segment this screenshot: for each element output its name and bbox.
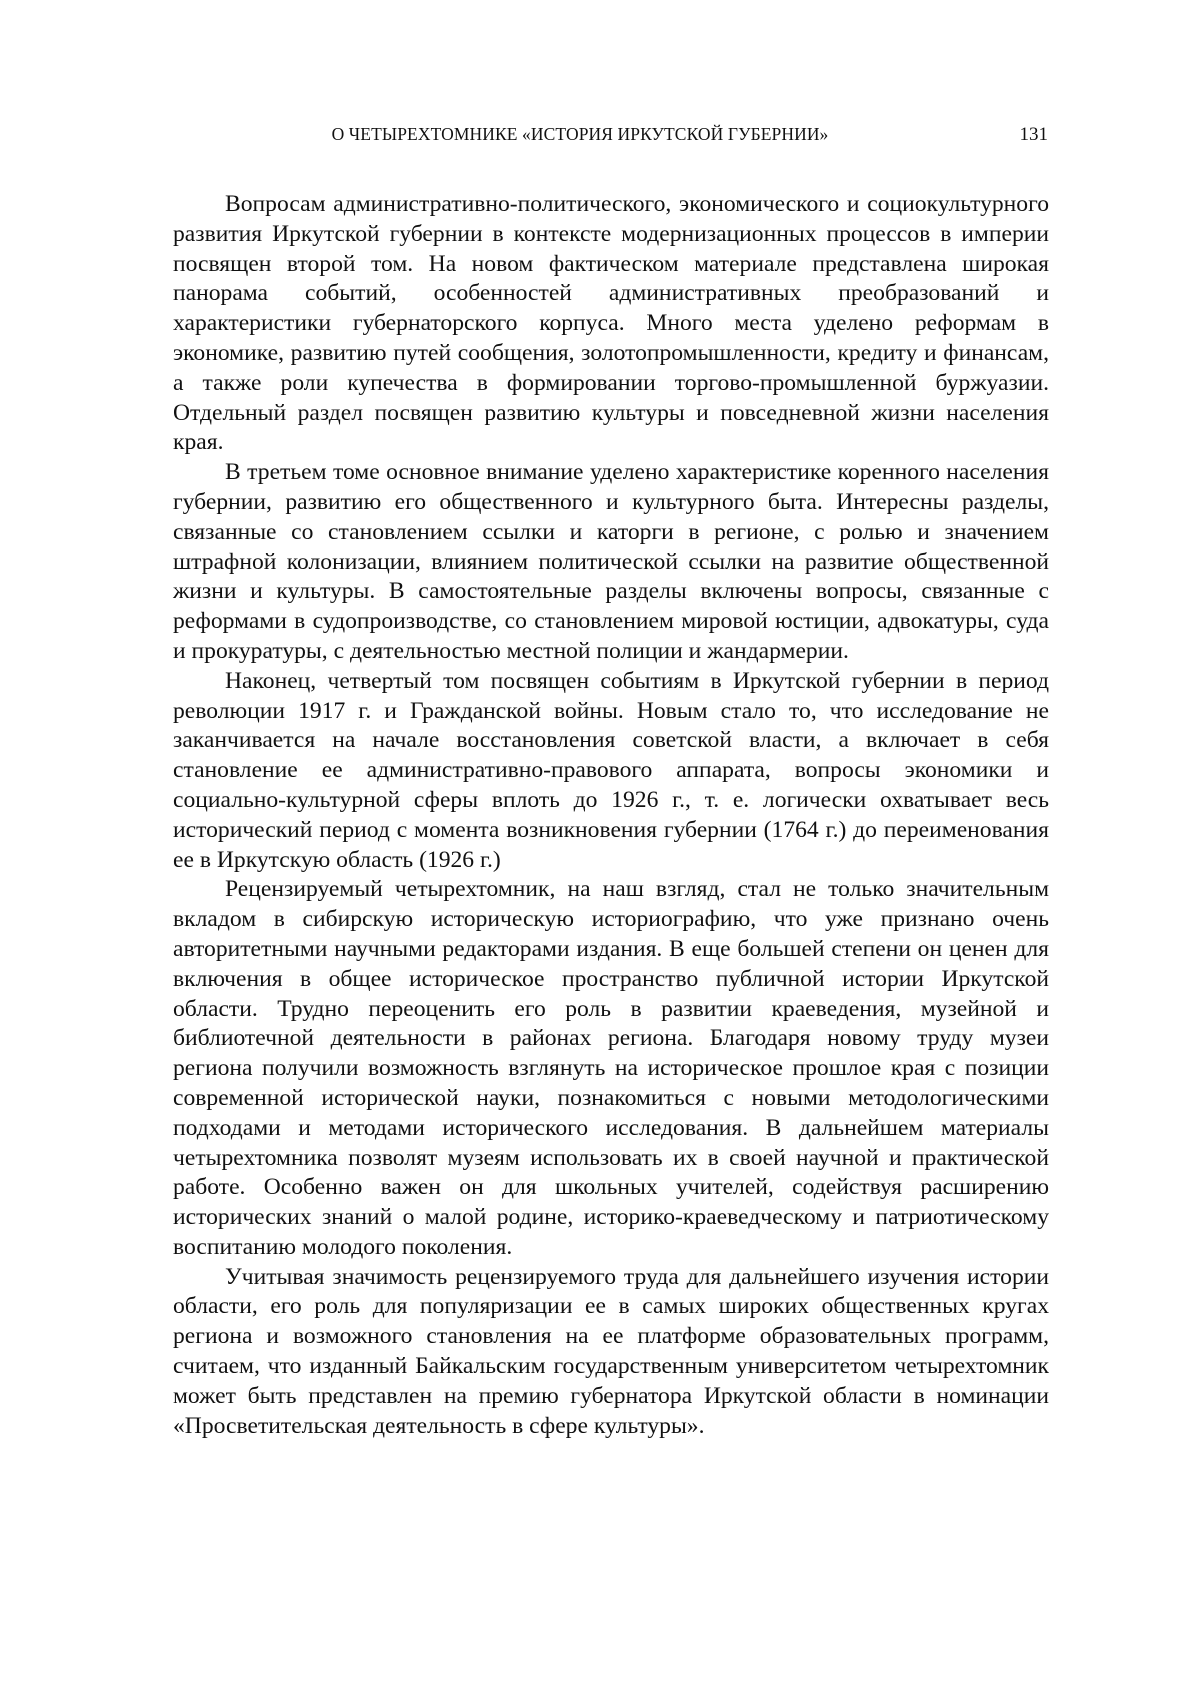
body-text — [173, 190, 1049, 1441]
running-title: О ЧЕТЫРЕХТОМНИКЕ «ИСТОРИЯ ИРКУТСКОЙ ГУБЕРНИИ» — [172, 124, 988, 145]
paragraph-conclusion: Учитывая значимость рецензируемого труда для дальнейшего изучения истории области, его роль для популяризации ее в самых широких обще­ственных кругах региона и возможного становления на ее платформе обра­зовательных программ, считаем, что изданный Байкальским государствен­ным университетом четырехтомник может быть представлен на премию гу­бернатора Иркутской области в номинации «Просветительская деятельность в сфере культуры». — [173, 1263, 1049, 1442]
running-head — [172, 124, 1048, 148]
page-number: 131 — [1020, 124, 1049, 146]
paragraph-fourth-volume: Наконец, четвертый том посвящен событиям в Иркутской губернии в период революции 1917 г. и Гражданской войны. Новым стало то, что иссле­дование не заканчивается на начале восстановления советской власти, а включает в себя становление ее административно-правового аппарата, во­просы экономики и социально-культурной сферы вплоть до 1926 г., т. е. ло­гически охватывает весь исторический период с момента возникновения гу­бернии (1764 г.) до переименования ее в Иркутскую область (1926 г.) — [173, 667, 1049, 876]
paragraph-second-volume: Вопросам административно-политического, экономического и социо­культурного развития Иркутской губернии в контексте модернизационных процессов в империи посвящен второй том. На новом фактическом материа­ле представлена широкая панорама событий, особенностей административ­ных преобразований и характеристики губернаторского корпуса. Много ме­ста уделено реформам в экономике, развитию путей сообщения, золотопро­мышленности, кредиту и финансам, а также роли купечества в формирова­нии торгово-промышленной буржуазии. Отдельный раздел посвящен разви­тию культуры и повседневной жизни населения края. — [173, 190, 1049, 458]
paragraph-third-volume: В третьем томе основное внимание уделено характеристике коренного населения губернии, развитию его общественного и культурного быта. Ин­тересны разделы, связанные со становлением ссылки и каторги в регионе, с ролью и значением штрафной колонизации, влиянием политической ссылки на развитие общественной жизни и культуры. В самостоятельные разделы включены вопросы, связанные с реформами в судопроизводстве, со станов­лением мировой юстиции, адвокатуры, суда и прокуратуры, с деятельностью местной полиции и жандармерии. — [173, 458, 1049, 667]
paragraph-assessment: Рецензируемый четырехтомник, на наш взгляд, стал не только значи­тельным вкладом в сибирскую историческую историографию, что уже при­знано очень авторитетными научными редакторами издания. В еще большей степени он ценен для включения в общее историческое пространство пуб­личной истории Иркутской области. Трудно переоценить его роль в развитии краеведения, музейной и библиотечной деятельности в районах региона. Благодаря новому труду музеи региона получили возможность взглянуть на историческое прошлое края с позиции современной исторической науки, по­знакомиться с новыми методологическими подходами и методами историче­ского исследования. В дальнейшем материалы четырехтомника позволят му­зеям использовать их в своей научной и практической работе. Особенно ва­жен он для школьных учителей, содействуя расширению исторических зна­ний о малой родине, историко-краеведческому и патриотическому воспита­нию молодого поколения. — [173, 875, 1049, 1262]
document-page — [0, 0, 1200, 1705]
